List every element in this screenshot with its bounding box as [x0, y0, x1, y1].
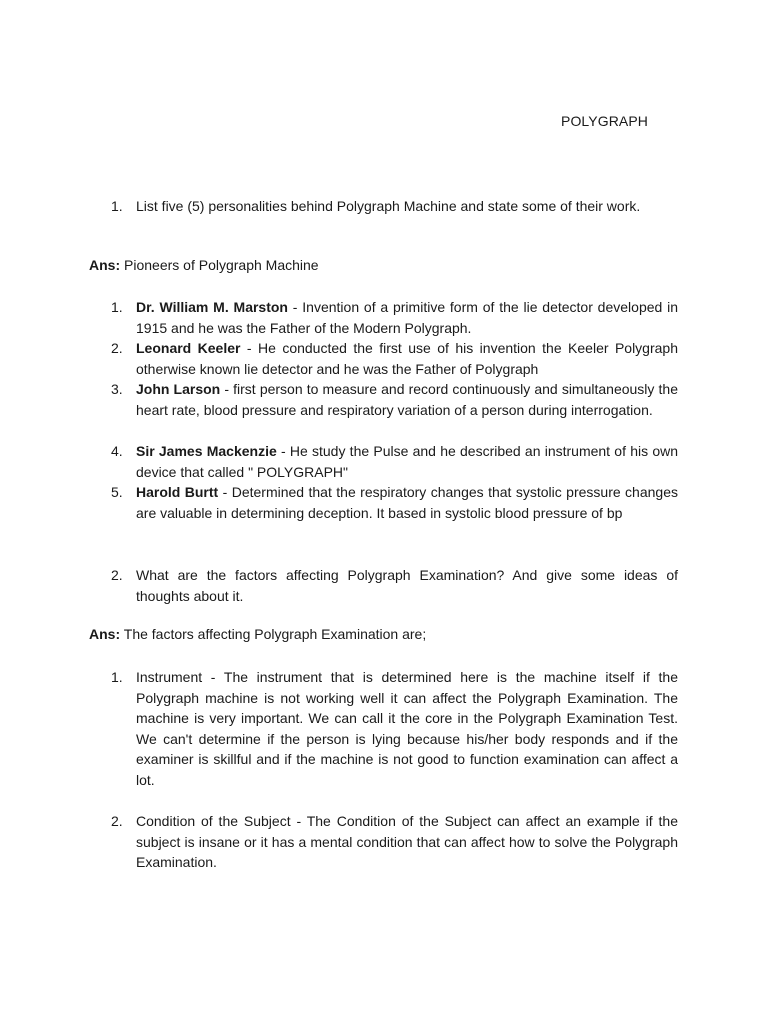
list-item [111, 811, 678, 873]
answer-label: Ans: [89, 626, 121, 642]
pioneer-name: Harold Burtt [136, 484, 219, 500]
question-text: What are the factors affecting Polygraph Examination? And give some ideas of thoughts about it. [136, 567, 678, 604]
list-item-text [136, 379, 678, 420]
factor-text: Condition of the Subject - The Condition of the Subject can affect an example if the subject is insane or it has a mental condition that can affect how to solve the Polygraph Examination. [136, 813, 678, 871]
pioneer-description: - Invention of a primitive form of the lie detector developed in 1915 and he was the Father of the Modern Polygraph. [136, 299, 679, 336]
list-item [111, 482, 678, 523]
list-item-text [136, 297, 678, 338]
list-item [111, 379, 678, 420]
pioneer-name: Sir James Mackenzie [136, 443, 277, 459]
list-item-text [136, 441, 678, 482]
pioneer-description: - Determined that the respiratory changes that systolic pressure changes are valuable in determining deception. It based in systolic blood pressure of bp [136, 484, 678, 521]
list-number: 1. [111, 299, 123, 315]
list-number: 2. [111, 813, 123, 829]
list-item [111, 667, 678, 791]
list-item [111, 441, 678, 482]
question-text: List five (5) personalities behind Polygraph Machine and state some of their work. [136, 198, 641, 214]
list-number: 3. [111, 381, 123, 397]
pioneer-name: John Larson [136, 381, 221, 397]
answer-1-heading [89, 257, 319, 273]
list-number: 1. [111, 669, 123, 685]
list-number: 2. [111, 340, 123, 356]
answer-label: Ans: [89, 257, 121, 273]
answer-heading-text: Pioneers of Polygraph Machine [120, 257, 319, 273]
pioneer-description: - first person to measure and record continuously and simultaneously the heart rate, blood pressure and respiratory variation of a person during interrogation. [136, 381, 678, 418]
list-item [111, 297, 678, 338]
question-1-item [111, 196, 678, 217]
list-item-text [136, 338, 678, 379]
list-number: 5. [111, 484, 123, 500]
document-title: POLYGRAPH [561, 113, 648, 129]
pioneer-name: Leonard Keeler [136, 340, 241, 356]
answer-heading-text: The factors affecting Polygraph Examination are; [120, 626, 427, 642]
question-number: 2. [111, 567, 123, 583]
question-2-item [111, 565, 678, 606]
question-number: 1. [111, 198, 123, 214]
pioneer-name: Dr. William M. Marston [136, 299, 288, 315]
list-item [111, 338, 678, 379]
answer-2-heading [89, 626, 426, 642]
list-number: 4. [111, 443, 123, 459]
list-item-text [136, 482, 678, 523]
pioneer-description: - He study the Pulse and he described an instrument of his own device that called " POLYGRAPH" [136, 443, 679, 480]
factor-text: Instrument - The instrument that is determined here is the machine itself if the Polygraph machine is not working well it can affect the Polygraph Examination. The machine is very important. We can call it the core in the Polygraph Examination Test. We can't determine if the person is lying because his/her body responds and if the examiner is skillful and if the machine is not good to function examination can affect a lot. [136, 669, 678, 788]
pioneer-description: - He conducted the first use of his invention the Keeler Polygraph otherwise known lie detector and he was the Father of Polygraph [136, 340, 678, 377]
